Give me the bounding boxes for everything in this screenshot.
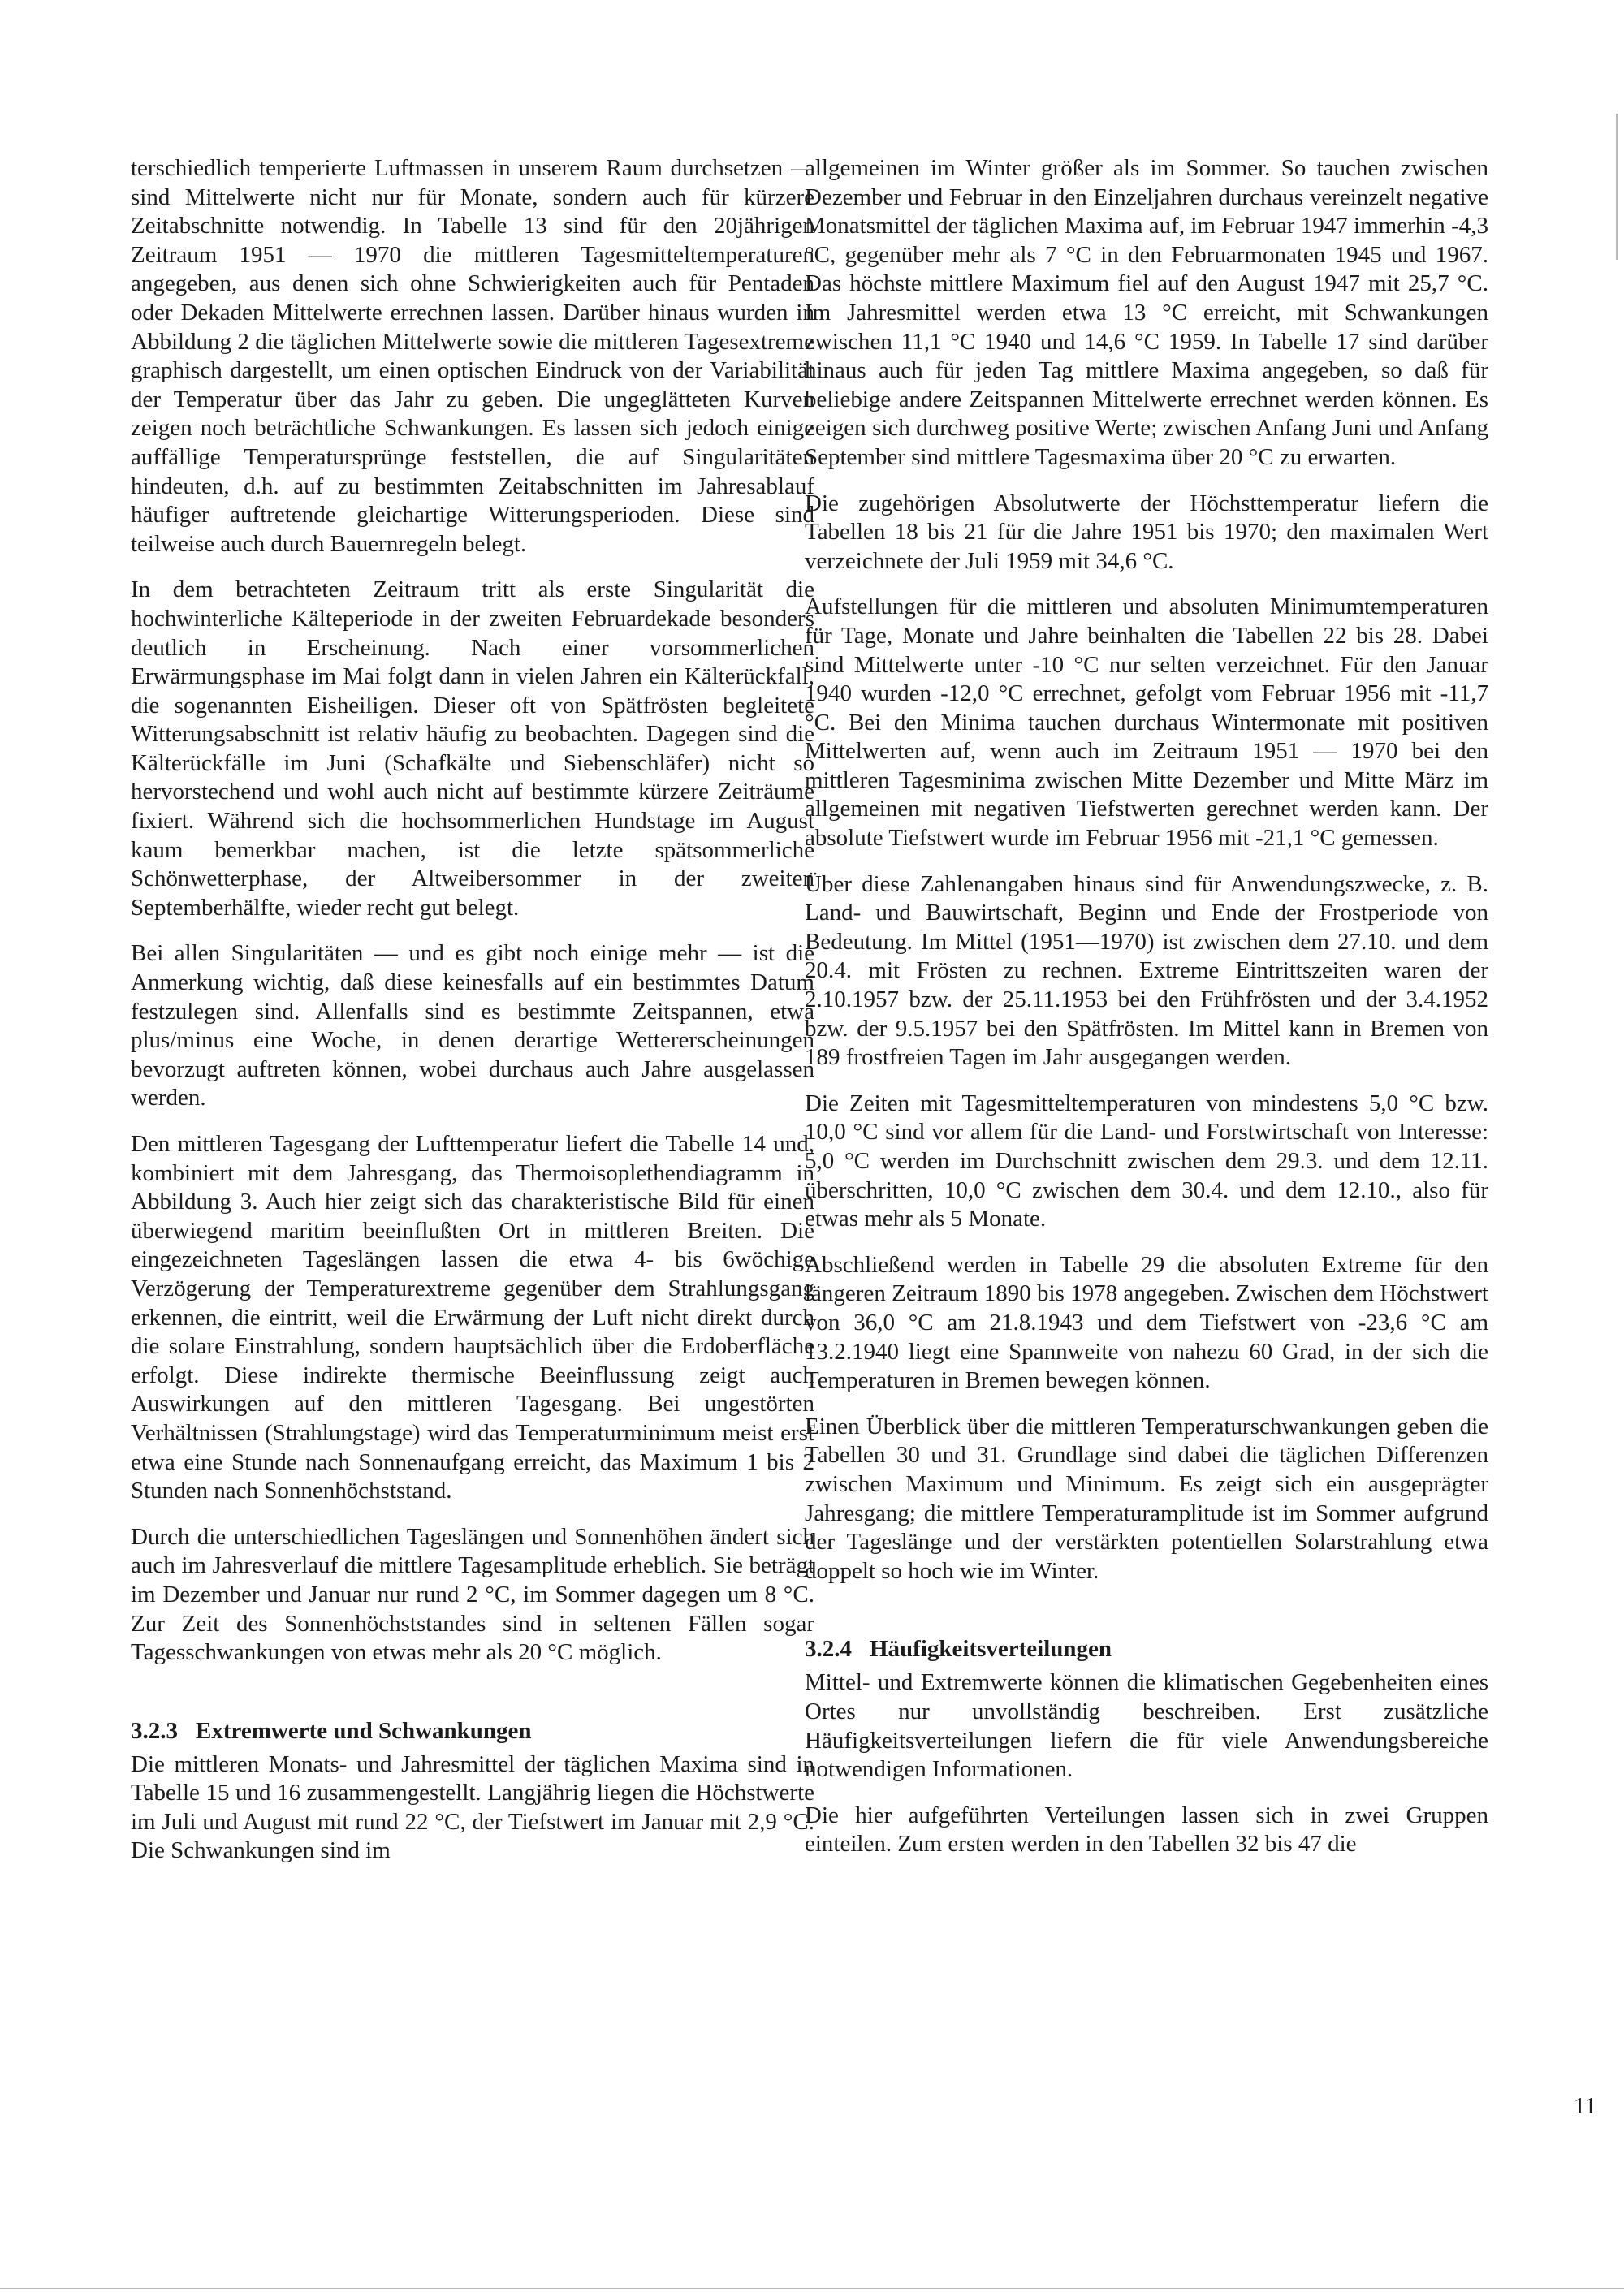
paragraph: Abschließend werden in Tabelle 29 die absoluten Extreme für den längeren Zeitraum 1890 bis 1978 angegeben. Zwischen dem Höchstwert von 36,0 °C am 21.8.1943 und dem Tiefstwert von -23,6 °C am 13.2.1940 liegt eine Spannweite von nahezu 60 Grad, in der sich die Temperaturen in Bremen bewegen können.	[805, 1251, 1488, 1394]
paragraph: Über diese Zahlenangaben hinaus sind für Anwendungszwecke, z. B. Land- und Bauwirtschaft, Beginn und Ende der Frostperiode von Bedeutung. Im Mittel (1951—1970) ist zwischen dem 27.10. und dem 20.4. mit Frösten zu rechnen. Extreme Eintrittszeiten waren der 2.10.1957 bzw. der 25.11.1953 bei den Frühfrösten und der 3.4.1952 bzw. der 9.5.1957 bei den Spätfrösten. Im Mittel kann in Bremen von 189 frostfreien Tagen im Jahr ausgegangen werden.	[805, 870, 1488, 1071]
section-heading-3-2-4	[805, 1634, 1488, 1664]
paragraph: Bei allen Singularitäten — und es gibt noch einige mehr — ist die Anmerkung wichtig, daß diese keinesfalls auf ein bestimmtes Datum festzulegen sind. Allenfalls sind es bestimmte Zeitspannen, etwa plus/minus eine Woche, in denen derartige Wettererscheinungen bevorzugt auftreten können, wobei durchaus auch Jahre ausgelassen werden.	[131, 940, 814, 1111]
page-number: 11	[1574, 2093, 1596, 2119]
section-heading-3-2-3	[131, 1716, 814, 1746]
section-number: 3.2.4	[805, 1636, 852, 1663]
paragraph: Die Zeiten mit Tagesmitteltemperaturen von mindestens 5,0 °C bzw. 10,0 °C sind vor allem für die Land- und Forstwirtschaft von Interesse: 5,0 °C werden im Durchschnitt zwischen dem 29.3. und dem 12.11. überschritten, 10,0 °C zwischen dem 30.4. und dem 12.10., also für etwas mehr als 5 Monate.	[805, 1090, 1488, 1232]
paragraph: Aufstellungen für die mittleren und absoluten Minimumtemperaturen für Tage, Monate und Jahre beinhalten die Tabellen 22 bis 28. Dabei sind Mittelwerte unter -10 °C nur selten verzeichnet. Für den Januar 1940 wurden -12,0 °C errechnet, gefolgt vom Februar 1956 mit -11,7 °C. Bei den Minima tauchen durchaus Wintermonate mit positiven Mittelwerten auf, wenn auch im Zeitraum 1951 — 1970 bei den mittleren Tagesminima zwischen Mitte Dezember und Mitte März im allgemeinen mit negativen Tiefstwerten gerechnet werden kann. Der absolute Tiefstwert wurde im Februar 1956 mit -21,1 °C gemessen.	[805, 593, 1488, 852]
section-title: Häufigkeitsverteilungen	[870, 1636, 1112, 1663]
paragraph: Die hier aufgeführten Verteilungen lassen sich in zwei Gruppen einteilen. Zum ersten werden in den Tabellen 32 bis 47 die	[805, 1802, 1488, 1858]
paragraph: terschiedlich temperierte Luftmassen in unserem Raum durchsetzen — sind Mittelwerte nicht nur für Monate, sondern auch für kürzere Zeitabschnitte notwendig. In Tabelle 13 sind für den 20jährigen Zeitraum 1951 — 1970 die mittleren Tagesmitteltemperaturen angegeben, aus denen sich ohne Schwierigkeiten auch für Pentaden oder Dekaden Mittelwerte errechnen lassen. Darüber hinaus wurden in Abbildung 2 die täglichen Mittelwerte sowie die mittleren Tagesextreme graphisch dargestellt, um einen optischen Eindruck von der Variabilität der Temperatur über das Jahr zu geben. Die ungeglätteten Kurven zeigen noch beträchtliche Schwankungen. Es lassen sich jedoch einige auffällige Temperatursprünge feststellen, die auf Singularitäten hindeuten, d.h. auf zu bestimmten Zeitabschnitten im Jahresablauf häufiger auftretende gleichartige Witterungsperioden. Diese sind teilweise auch durch Bauernregeln belegt.	[131, 155, 814, 557]
paragraph: Die zugehörigen Absolutwerte der Höchsttemperatur liefern die Tabellen 18 bis 21 für die Jahre 1951 bis 1970; den maximalen Wert verzeichnete der Juli 1959 mit 34,6 °C.	[805, 490, 1488, 574]
paragraph: Die mittleren Monats- und Jahresmittel der täglichen Maxima sind in Tabelle 15 und 16 zusammengestellt. Langjährig liegen die Höchstwerte im Juli und August mit rund 22 °C, der Tiefstwert im Januar mit 2,9 °C. Die Schwankungen sind im	[131, 1750, 814, 1864]
paragraph: Einen Überblick über die mittleren Temperaturschwankungen geben die Tabellen 30 und 31. Grundlage sind dabei die täglichen Differenzen zwischen Maximum und Minimum. Es zeigt sich ein ausgeprägter Jahresgang; die mittlere Temperaturamplitude ist im Sommer aufgrund der Tageslänge und der verstärkten potentiellen Solarstrahlung etwa doppelt so hoch wie im Winter.	[805, 1413, 1488, 1584]
scan-artifact	[1616, 114, 1618, 260]
left-column	[131, 154, 814, 1883]
right-column	[805, 154, 1488, 1876]
paragraph: In dem betrachteten Zeitraum tritt als erste Singularität die hochwinterliche Kälteperiode in der zweiten Februardekade besonders deutlich in Erscheinung. Nach einer vorsommerlichen Erwärmungsphase im Mai folgt dann in vielen Jahren ein Kälterückfall, die sogenannten Eisheiligen. Dieser oft von Spätfrösten begleitete Witterungsabschnitt ist relativ häufig zu beobachten. Dagegen sind die Kälterückfälle im Juni (Schafkälte und Siebenschläfer) nicht so hervorstechend und wohl auch nicht auf bestimmte kürzere Zeiträume fixiert. Während sich die hochsommerlichen Hundstage im August kaum bemerkbar machen, ist die letzte spätsommerliche Schönwetterphase, der Altweibersommer in der zweiten Septemberhälfte, wieder recht gut belegt.	[131, 576, 814, 921]
paragraph: Den mittleren Tagesgang der Lufttemperatur liefert die Tabelle 14 und, kombiniert mit dem Jahresgang, das Thermoisoplethendiagramm in Abbildung 3. Auch hier zeigt sich das charakteristische Bild für einen überwiegend maritim beeinflußten Ort in mittleren Breiten. Die eingezeichneten Tageslängen lassen die etwa 4- bis 6wöchige Verzögerung der Temperaturextreme gegenüber dem Strahlungsgang erkennen, die eintritt, weil die Erwärmung der Luft nicht direkt durch die solare Einstrahlung, sondern hauptsächlich über die Erdoberfläche erfolgt. Diese indirekte thermische Beeinflussung zeigt auch Auswirkungen auf den mittleren Tagesgang. Bei ungestörten Verhältnissen (Strahlungstage) wird das Temperaturminimum meist erst etwa eine Stunde nach Sonnenaufgang erreicht, das Maximum 1 bis 2 Stunden nach Sonnenhöchststand.	[131, 1131, 814, 1504]
scan-artifact	[0, 2288, 1624, 2289]
section-title: Extremwerte und Schwankungen	[196, 1717, 532, 1744]
paragraph: Durch die unterschiedlichen Tageslängen und Sonnenhöhen ändert sich auch im Jahresverlauf die mittlere Tagesamplitude erheblich. Sie beträgt im Dezember und Januar nur rund 2 °C, im Sommer dagegen um 8 °C. Zur Zeit des Sonnenhöchststandes sind in seltenen Fällen sogar Tagesschwankungen von etwas mehr als 20 °C möglich.	[131, 1523, 814, 1666]
section-number: 3.2.3	[131, 1717, 178, 1744]
paragraph: allgemeinen im Winter größer als im Sommer. So tauchen zwischen Dezember und Februar in den Einzeljahren durchaus vereinzelt negative Monatsmittel der täglichen Maxima auf, im Februar 1947 immerhin -4,3 °C, gegenüber mehr als 7 °C in den Februarmonaten 1945 und 1967. Das höchste mittlere Maximum fiel auf den August 1947 mit 25,7 °C. Im Jahresmittel werden etwa 13 °C erreicht, mit Schwankungen zwischen 11,1 °C 1940 und 14,6 °C 1959. In Tabelle 17 sind darüber hinaus auch für jeden Tag mittlere Maxima angegeben, so daß für beliebige andere Zeitspannen Mittelwerte errechnet werden können. Es zeigen sich durchweg positive Werte; zwischen Anfang Juni und Anfang September sind mittlere Tagesmaxima über 20 °C zu erwarten.	[805, 155, 1488, 470]
paragraph: Mittel- und Extremwerte können die klimatischen Gegebenheiten eines Ortes nur unvollständig beschreiben. Erst zusätzliche Häufigkeitsverteilungen liefern die für viele Anwendungsbereiche notwendigen Informationen.	[805, 1669, 1488, 1783]
